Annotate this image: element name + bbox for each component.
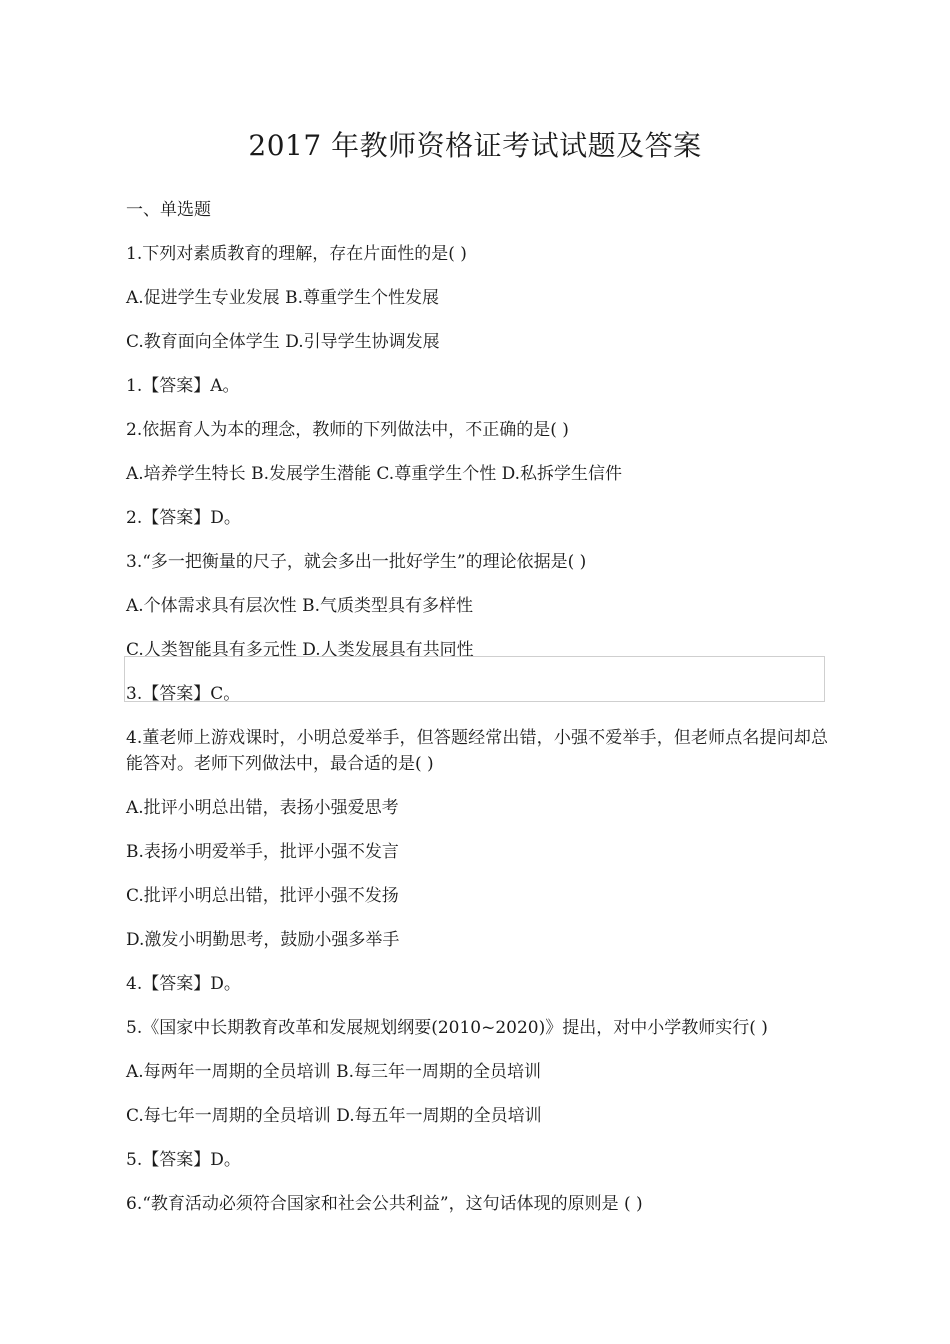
question-4-option-c: C.批评小明总出错，批评小强不发扬	[126, 886, 399, 906]
question-6: 6.“教育活动必须符合国家和社会公共利益”，这句话体现的原则是 ( )	[126, 1194, 643, 1214]
question-1-options-ab: A.促进学生专业发展 B.尊重学生个性发展	[126, 288, 439, 308]
question-4-option-b: B.表扬小明爱举手，批评小强不发言	[126, 842, 399, 862]
question-3-options-cd: C.人类智能具有多元性 D.人类发展具有共同性	[126, 640, 474, 660]
question-3: 3.“多一把衡量的尺子，就会多出一批好学生”的理论依据是( )	[126, 552, 587, 572]
question-5-options-ab: A.每两年一周期的全员培训 B.每三年一周期的全员培训	[126, 1062, 541, 1082]
question-5-options-cd: C.每七年一周期的全员培训 D.每五年一周期的全员培训	[126, 1106, 542, 1126]
document-body	[126, 197, 828, 1235]
question-5: 5.《国家中长期教育改革和发展规划纲要(2010~2020)》提出，对中小学教师实行( )	[126, 1018, 768, 1038]
question-4: 4.董老师上游戏课时，小明总爱举手，但答题经常出错，小强不爱举手，但老师点名提问却总能答对。老师下列做法中，最合适的是( )	[126, 728, 828, 774]
answer-1: 1.【答案】A。	[126, 376, 240, 396]
section-heading: 一、单选题	[126, 200, 211, 220]
question-1-options-cd: C.教育面向全体学生 D.引导学生协调发展	[126, 332, 440, 352]
question-4-option-a: A.批评小明总出错，表扬小强爱思考	[126, 798, 399, 818]
answer-5: 5.【答案】D。	[126, 1150, 241, 1170]
question-2: 2.依据育人为本的理念，教师的下列做法中，不正确的是( )	[126, 420, 569, 440]
answer-2: 2.【答案】D。	[126, 508, 241, 528]
question-2-options: A.培养学生特长 B.发展学生潜能 C.尊重学生个性 D.私拆学生信件	[126, 464, 623, 484]
answer-4: 4.【答案】D。	[126, 974, 241, 994]
answer-3: 3.【答案】C。	[126, 684, 241, 704]
question-3-options-ab: A.个体需求具有层次性 B.气质类型具有多样性	[126, 596, 473, 616]
page-title: 2017 年教师资格证考试试题及答案	[248, 129, 702, 162]
question-1: 1.下列对素质教育的理解，存在片面性的是( )	[126, 244, 467, 264]
question-4-option-d: D.激发小明勤思考，鼓励小强多举手	[126, 930, 400, 950]
